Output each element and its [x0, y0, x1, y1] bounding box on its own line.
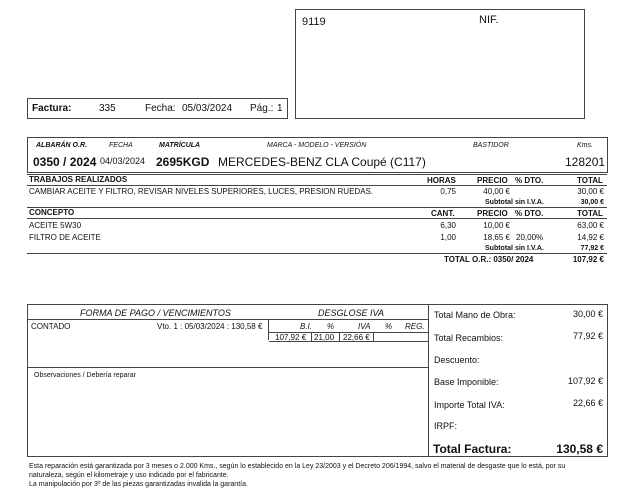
totals-box [428, 304, 608, 457]
parts-subtotal-label: Subtotal sin I.V.A. [485, 245, 544, 252]
labor-item-desc: CAMBIAR ACEITE Y FILTRO, REVISAR NIVELES SUPERIORES, LUCES, PRESION RUEDAS. [29, 187, 374, 196]
fecha-label: Fecha: [145, 103, 176, 114]
factura-number: 335 [99, 103, 116, 114]
nif-label: NIF. [479, 14, 499, 26]
iva-col-iva: IVA [358, 322, 371, 331]
iva-col-bi: B.I. [300, 322, 313, 331]
iva-amount-value: 22,66 € [343, 333, 370, 342]
labor-col-horas: HORAS [427, 176, 456, 185]
kms-label: Kms. [577, 142, 593, 149]
payment-title-divider [28, 319, 428, 320]
base-label: Base Imponible: [434, 377, 499, 387]
client-box [295, 9, 585, 119]
total-or-divider [27, 253, 607, 254]
mano-obra-label: Total Mano de Obra: [434, 310, 516, 320]
parts-item-dto: 20,00% [516, 233, 544, 242]
parts-header-divider [27, 218, 607, 219]
invoice-header-box [27, 98, 288, 119]
payment-iva-box [27, 304, 429, 368]
parts-title: CONCEPTO [29, 208, 75, 217]
payment-title: FORMA DE PAGO / VENCIMIENTOS [80, 308, 231, 318]
iva-title: DESGLOSE IVA [318, 308, 385, 318]
parts-col-cant: CANT. [431, 209, 455, 218]
parts-col-total: TOTAL [577, 209, 603, 218]
total-or-value: 107,92 € [572, 255, 604, 264]
parts-item-desc: ACEITE 5W30 [29, 221, 82, 230]
order-header-box [27, 137, 608, 173]
iva-row-end [311, 333, 312, 341]
albaran-value: 0350 / 2024 [33, 155, 97, 169]
warranty-line-1: Esta reparación está garantizada por 3 meses o 2.000 Kms., según lo establecido en la Ley 23/2003 y el Decreto 206/1994, salvo el material de desgaste que lo está, por su [29, 463, 566, 470]
iva-row-end [373, 333, 374, 341]
labor-header-divider [27, 185, 607, 186]
labor-subtotal-value: 30,00 € [580, 199, 604, 206]
bastidor-label: BASTIDOR [473, 142, 509, 149]
parts-top-divider [27, 207, 607, 208]
descuento-label: Descuento: [434, 355, 480, 365]
payment-due: Vto. 1 : 05/03/2024 : 130,58 € [157, 322, 263, 331]
iva-pct-value: 21,00 [314, 333, 335, 342]
total-factura-value: 130,58 € [556, 442, 603, 456]
parts-item-precio: 18,65 € [483, 233, 510, 242]
marca-label: MARCA - MODELO - VERSIÓN [267, 142, 367, 149]
parts-col-precio: PRECIO [477, 209, 508, 218]
pag-label: Pág.: [250, 103, 274, 114]
iva-total-value: 22,66 € [572, 398, 603, 408]
labor-col-dto: % DTO. [515, 176, 544, 185]
matricula-value: 2695KGD [156, 155, 210, 169]
payment-method: CONTADO [31, 322, 71, 331]
iva-col-reg: REG. [405, 322, 425, 331]
fecha-value: 04/03/2024 [100, 156, 146, 166]
client-code: 9119 [302, 16, 326, 28]
labor-item-precio: 40,00 € [483, 187, 510, 196]
matricula-label: MATRÍCULA [159, 142, 201, 149]
irpf-label: IRPF: [434, 421, 458, 431]
warranty-line-3: La manipulación por 3º de las piezas garantizadas invalida la garantía. [29, 481, 248, 488]
iva-bottom-divider [269, 341, 428, 342]
iva-bi-value: 107,92 € [275, 333, 307, 342]
labor-item-total: 30,00 € [577, 187, 604, 196]
observations-label: Observaciones / Debería reparar [34, 372, 136, 379]
parts-col-dto: % DTO. [515, 209, 544, 218]
warranty-line-2: naturaleza, según el kilometraje y uso indicado por el fabricante. [29, 472, 229, 479]
fecha-value: 05/03/2024 [182, 103, 233, 114]
total-factura-label: Total Factura: [433, 442, 512, 456]
labor-item-horas: 0,75 [440, 187, 456, 196]
recambios-value: 77,92 € [572, 331, 603, 341]
parts-item-cant: 6,30 [440, 221, 456, 230]
kms-value: 128201 [565, 155, 606, 169]
albaran-label: ALBARÁN O.R. [36, 142, 87, 149]
factura-label: Factura: [32, 103, 72, 114]
labor-title: TRABAJOS REALIZADOS [29, 175, 128, 184]
labor-col-precio: PRECIO [477, 176, 508, 185]
parts-item-total: 63,00 € [577, 221, 604, 230]
parts-item-total: 14,92 € [577, 233, 604, 242]
parts-item-cant: 1,00 [440, 233, 456, 242]
parts-subtotal-value: 77,92 € [580, 245, 604, 252]
total-or-label: TOTAL O.R.: 0350/ 2024 [444, 255, 534, 264]
labor-col-total: TOTAL [577, 176, 603, 185]
iva-column-divider [268, 320, 269, 340]
observations-box [27, 367, 429, 457]
iva-col-pct2: % [385, 322, 393, 331]
labor-subtotal-label: Subtotal sin I.V.A. [485, 199, 544, 206]
mano-obra-value: 30,00 € [572, 309, 603, 319]
warranty-note [29, 462, 609, 489]
base-value: 107,92 € [567, 376, 603, 386]
marca-value: MERCEDES-BENZ CLA Coupé (C117) [218, 155, 426, 169]
iva-col-pct: % [327, 322, 335, 331]
fecha-col-label: FECHA [109, 142, 133, 149]
iva-row-end [339, 333, 340, 341]
pag-value: 1 [277, 103, 283, 114]
parts-item-desc: FILTRO DE ACEITE [29, 233, 101, 242]
recambios-label: Total Recambios: [434, 333, 504, 343]
iva-total-label: Importe Total IVA: [434, 400, 505, 410]
parts-item-precio: 10,00 € [483, 221, 510, 230]
